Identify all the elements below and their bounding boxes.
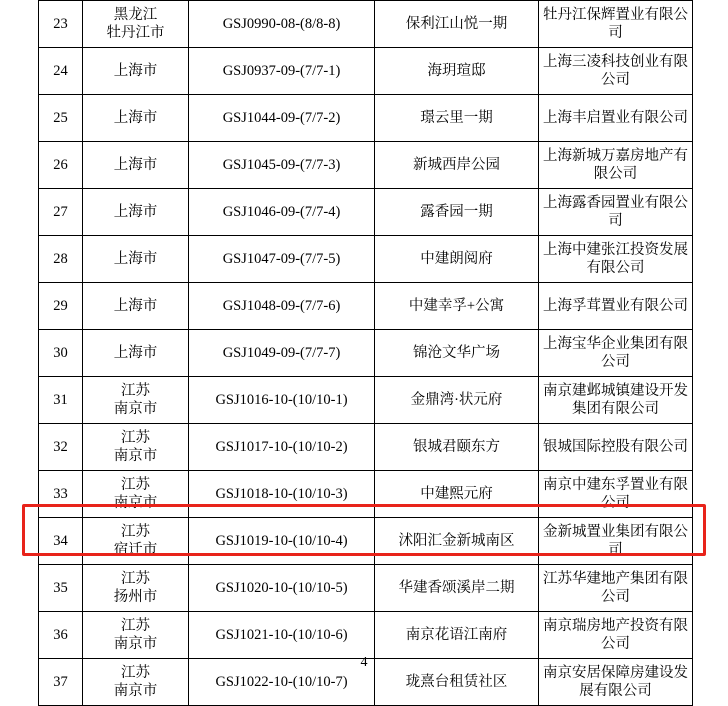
table-row — [39, 330, 693, 377]
cell-project-name: 璟云里一期 — [375, 95, 539, 142]
cell-serial-number: 33 — [39, 471, 83, 518]
cell-city: 江苏 南京市 — [83, 377, 189, 424]
cell-serial-number: 32 — [39, 424, 83, 471]
page-number: 4 — [360, 655, 368, 670]
project-list-table — [38, 0, 693, 706]
cell-city: 江苏 南京市 — [83, 424, 189, 471]
table-row — [39, 236, 693, 283]
table-row — [39, 1, 693, 48]
cell-serial-number: 24 — [39, 48, 83, 95]
cell-city: 上海市 — [83, 48, 189, 95]
cell-city: 上海市 — [83, 283, 189, 330]
table-row — [39, 471, 693, 518]
cell-city: 江苏 扬州市 — [83, 565, 189, 612]
cell-city: 江苏 南京市 — [83, 612, 189, 659]
cell-code: GSJ0937-09-(7/7-1) — [189, 48, 375, 95]
cell-code: GSJ1049-09-(7/7-7) — [189, 330, 375, 377]
cell-city: 黑龙江 牡丹江市 — [83, 1, 189, 48]
cell-serial-number: 28 — [39, 236, 83, 283]
cell-code: GSJ0990-08-(8/8-8) — [189, 1, 375, 48]
cell-code: GSJ1045-09-(7/7-3) — [189, 142, 375, 189]
table-row — [39, 612, 693, 659]
cell-project-name: 中建朗阅府 — [375, 236, 539, 283]
cell-serial-number: 34 — [39, 518, 83, 565]
cell-serial-number: 26 — [39, 142, 83, 189]
cell-company-name: 上海孚茸置业有限公司 — [539, 283, 693, 330]
cell-city: 上海市 — [83, 236, 189, 283]
cell-code: GSJ1019-10-(10/10-4) — [189, 518, 375, 565]
cell-city: 江苏 南京市 — [83, 659, 189, 706]
table-row — [39, 424, 693, 471]
cell-serial-number: 25 — [39, 95, 83, 142]
cell-company-name: 南京瑞房地产投资有限公司 — [539, 612, 693, 659]
cell-serial-number: 37 — [39, 659, 83, 706]
cell-project-name: 金鼎湾·状元府 — [375, 377, 539, 424]
cell-code: GSJ1022-10-(10/10-7) — [189, 659, 375, 706]
cell-code: GSJ1044-09-(7/7-2) — [189, 95, 375, 142]
cell-code: GSJ1020-10-(10/10-5) — [189, 565, 375, 612]
cell-project-name: 锦沧文华广场 — [375, 330, 539, 377]
cell-company-name: 南京安居保障房建设发展有限公司 — [539, 659, 693, 706]
cell-project-name: 南京花语江南府 — [375, 612, 539, 659]
cell-serial-number: 31 — [39, 377, 83, 424]
cell-company-name: 上海三凌科技创业有限公司 — [539, 48, 693, 95]
table-row — [39, 95, 693, 142]
cell-project-name: 华建香颂溪岸二期 — [375, 565, 539, 612]
cell-code: GSJ1048-09-(7/7-6) — [189, 283, 375, 330]
cell-city: 上海市 — [83, 189, 189, 236]
cell-project-name: 保利江山悦一期 — [375, 1, 539, 48]
cell-code: GSJ1047-09-(7/7-5) — [189, 236, 375, 283]
cell-serial-number: 30 — [39, 330, 83, 377]
cell-project-name: 银城君颐东方 — [375, 424, 539, 471]
cell-serial-number: 29 — [39, 283, 83, 330]
cell-city: 上海市 — [83, 142, 189, 189]
cell-company-name: 上海露香园置业有限公司 — [539, 189, 693, 236]
cell-city: 江苏 南京市 — [83, 471, 189, 518]
cell-code: GSJ1016-10-(10/10-1) — [189, 377, 375, 424]
cell-serial-number: 35 — [39, 565, 83, 612]
cell-company-name: 上海新城万嘉房地产有限公司 — [539, 142, 693, 189]
cell-project-name: 新城西岸公园 — [375, 142, 539, 189]
cell-code: GSJ1017-10-(10/10-2) — [189, 424, 375, 471]
table-row — [39, 518, 693, 565]
cell-company-name: 上海中建张江投资发展有限公司 — [539, 236, 693, 283]
cell-company-name: 江苏华建地产集团有限公司 — [539, 565, 693, 612]
cell-city: 江苏 宿迁市 — [83, 518, 189, 565]
cell-city: 上海市 — [83, 95, 189, 142]
cell-serial-number: 23 — [39, 1, 83, 48]
cell-company-name: 上海宝华企业集团有限公司 — [539, 330, 693, 377]
cell-project-name: 海玥瑄邸 — [375, 48, 539, 95]
cell-project-name: 露香园一期 — [375, 189, 539, 236]
cell-code: GSJ1021-10-(10/10-6) — [189, 612, 375, 659]
cell-company-name: 南京建邺城镇建设开发集团有限公司 — [539, 377, 693, 424]
cell-serial-number: 27 — [39, 189, 83, 236]
cell-code: GSJ1046-09-(7/7-4) — [189, 189, 375, 236]
cell-project-name: 沭阳汇金新城南区 — [375, 518, 539, 565]
cell-code: GSJ1018-10-(10/10-3) — [189, 471, 375, 518]
table-row — [39, 283, 693, 330]
cell-project-name: 珑熹台租赁社区 — [375, 659, 539, 706]
table-row — [39, 377, 693, 424]
cell-project-name: 中建熙元府 — [375, 471, 539, 518]
table-body — [39, 1, 693, 706]
cell-company-name: 金新城置业集团有限公司 — [539, 518, 693, 565]
cell-company-name: 上海丰启置业有限公司 — [539, 95, 693, 142]
cell-city: 上海市 — [83, 330, 189, 377]
cell-company-name: 银城国际控股有限公司 — [539, 424, 693, 471]
table-row — [39, 142, 693, 189]
cell-serial-number: 36 — [39, 612, 83, 659]
cell-company-name: 牡丹江保辉置业有限公司 — [539, 1, 693, 48]
cell-company-name: 南京中建东孚置业有限公司 — [539, 471, 693, 518]
table-row — [39, 48, 693, 95]
cell-project-name: 中建幸孚+公寓 — [375, 283, 539, 330]
table-row — [39, 565, 693, 612]
table-row — [39, 189, 693, 236]
